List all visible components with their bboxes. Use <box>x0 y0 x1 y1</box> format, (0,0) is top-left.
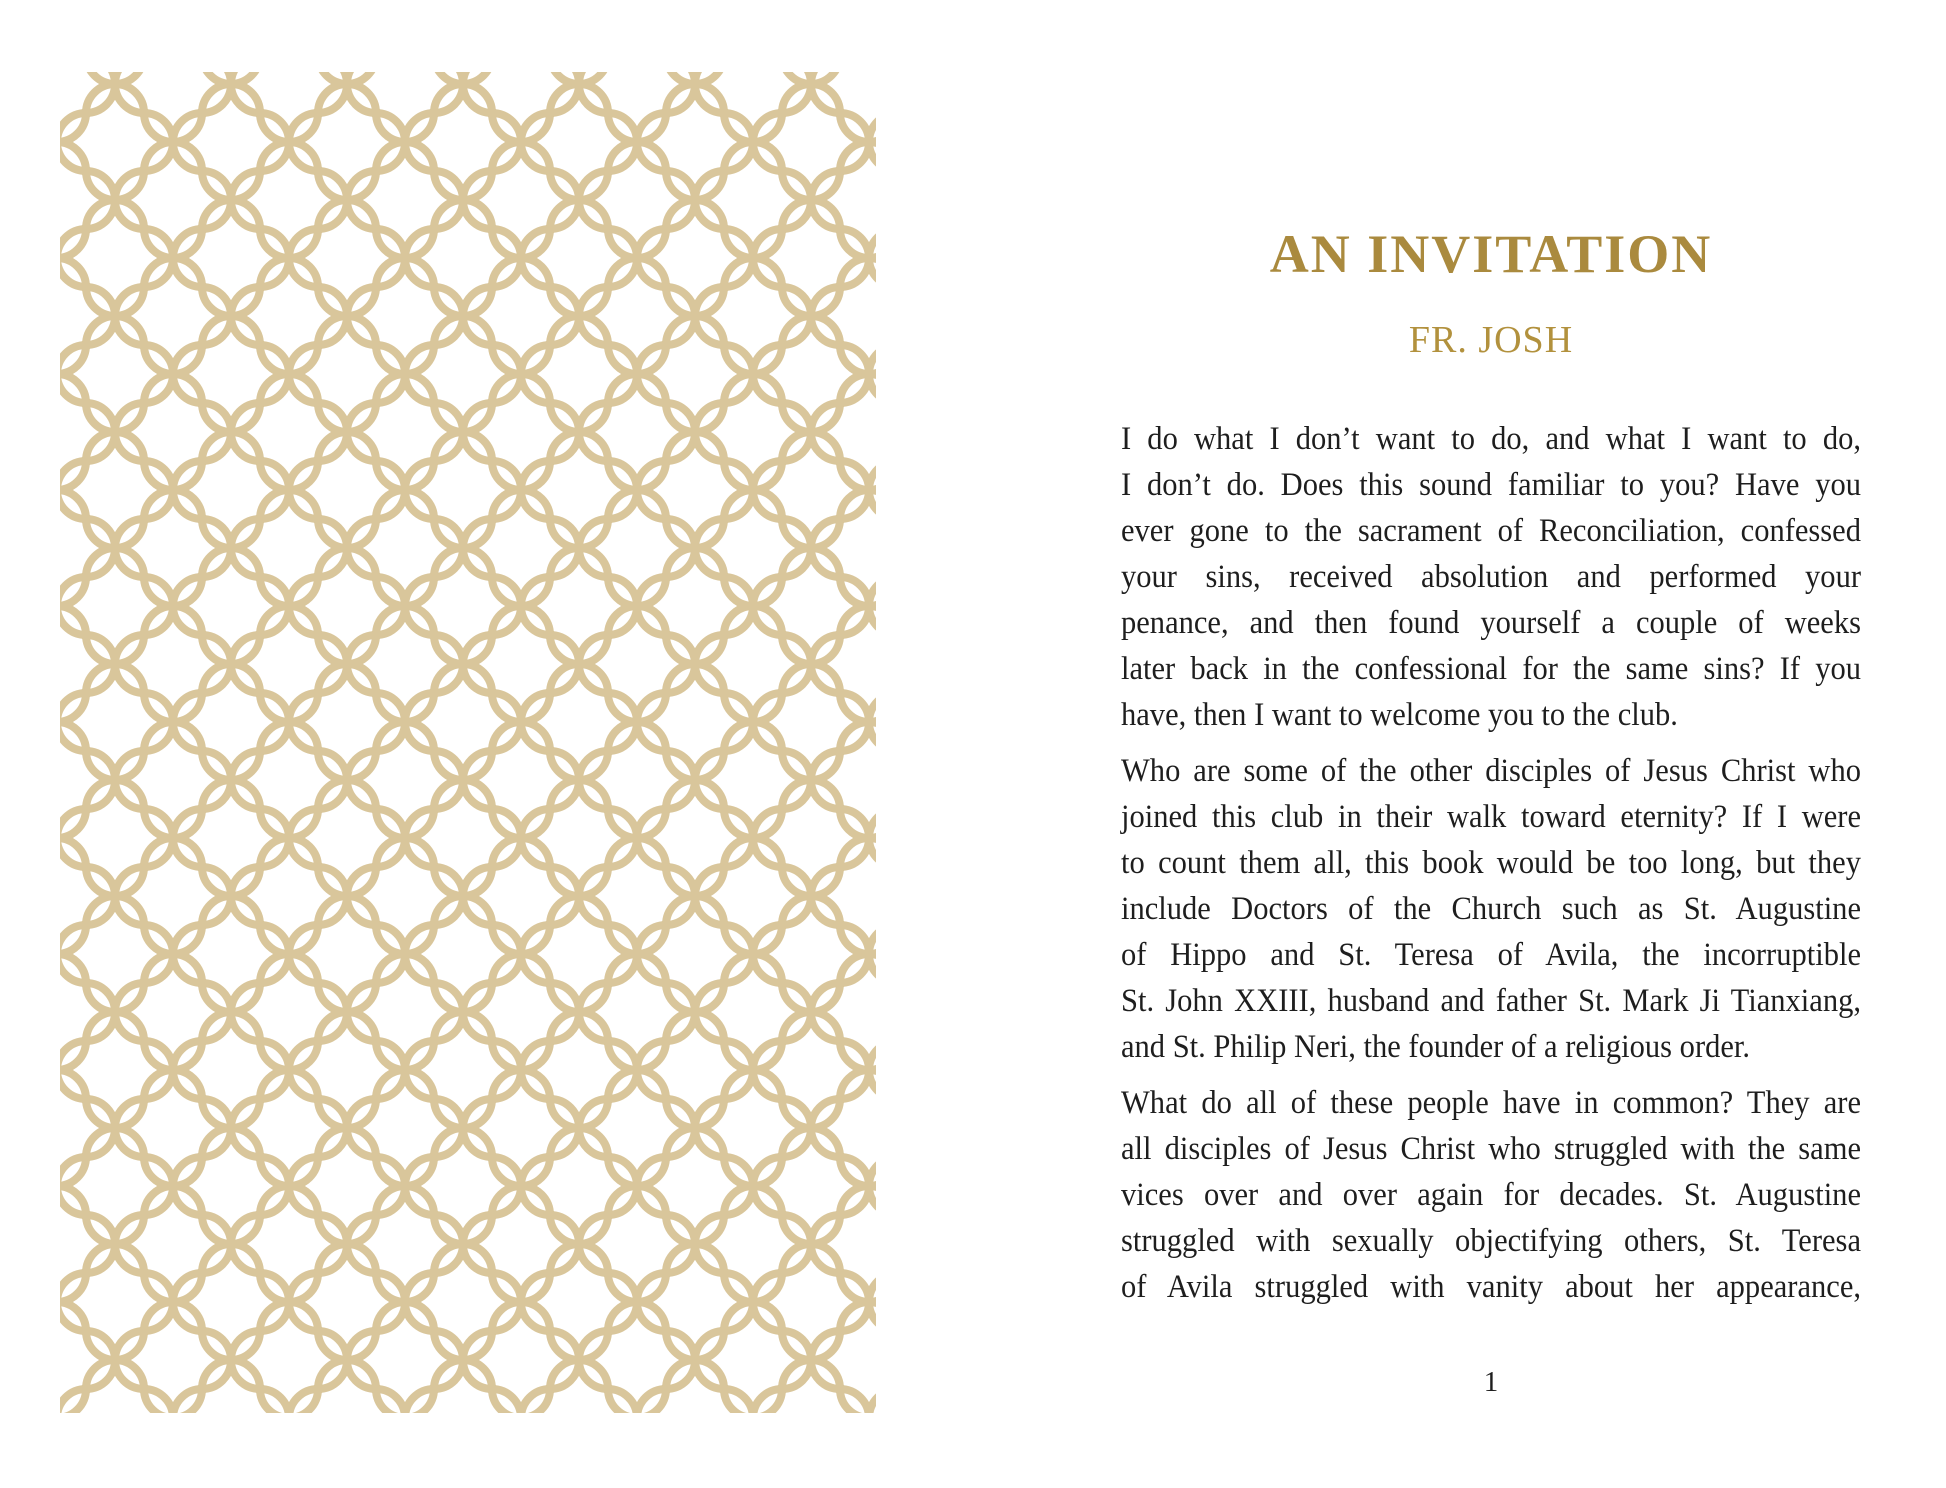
body-text <box>1121 416 1861 1320</box>
text-line: penance, and then found yourself a couple of weeks <box>1121 605 1861 641</box>
text-line: ever gone to the sacrament of Reconciliation, confessed <box>1121 513 1861 549</box>
text-line: Who are some of the other disciples of Jesus Christ who <box>1121 753 1861 789</box>
text-line: later back in the confessional for the same sins? If you <box>1121 651 1861 687</box>
text-line: include Doctors of the Church such as St. Augustine <box>1121 891 1861 927</box>
text-line: have, then I want to welcome you to the club. <box>1121 697 1678 733</box>
text-line: all disciples of Jesus Christ who struggled with the same <box>1121 1131 1861 1167</box>
text-line: What do all of these people have in common? They are <box>1121 1085 1861 1121</box>
text-line: of Hippo and St. Teresa of Avila, the incorruptible <box>1121 937 1861 973</box>
text-line: joined this club in their walk toward eternity? If I were <box>1121 799 1861 835</box>
paragraph <box>1121 748 1861 1070</box>
page-number: 1 <box>1483 1366 1499 1398</box>
text-line: and St. Philip Neri, the founder of a religious order. <box>1121 1029 1751 1065</box>
text-line: St. John XXIII, husband and father St. Mark Ji Tianxiang, <box>1121 983 1861 1019</box>
chapter-author: FR. JOSH <box>1408 319 1574 361</box>
quatrefoil-trellis-pattern <box>60 72 876 1413</box>
paragraph <box>1121 1080 1861 1310</box>
paragraph <box>1121 416 1861 738</box>
text-line: your sins, received absolution and performed your <box>1121 559 1861 595</box>
text-line: of Avila struggled with vanity about her appearance, <box>1121 1269 1861 1305</box>
text-line: vices over and over again for decades. St. Augustine <box>1121 1177 1861 1213</box>
text-line: struggled with sexually objectifying others, St. Teresa <box>1121 1223 1861 1259</box>
right-page <box>973 0 1946 1488</box>
text-line: to count them all, this book would be too long, but they <box>1121 845 1861 881</box>
text-line: I don’t do. Does this sound familiar to you? Have you <box>1121 467 1861 503</box>
text-line: I do what I don’t want to do, and what I want to do, <box>1121 421 1861 457</box>
chapter-title: AN INVITATION <box>1269 224 1713 284</box>
